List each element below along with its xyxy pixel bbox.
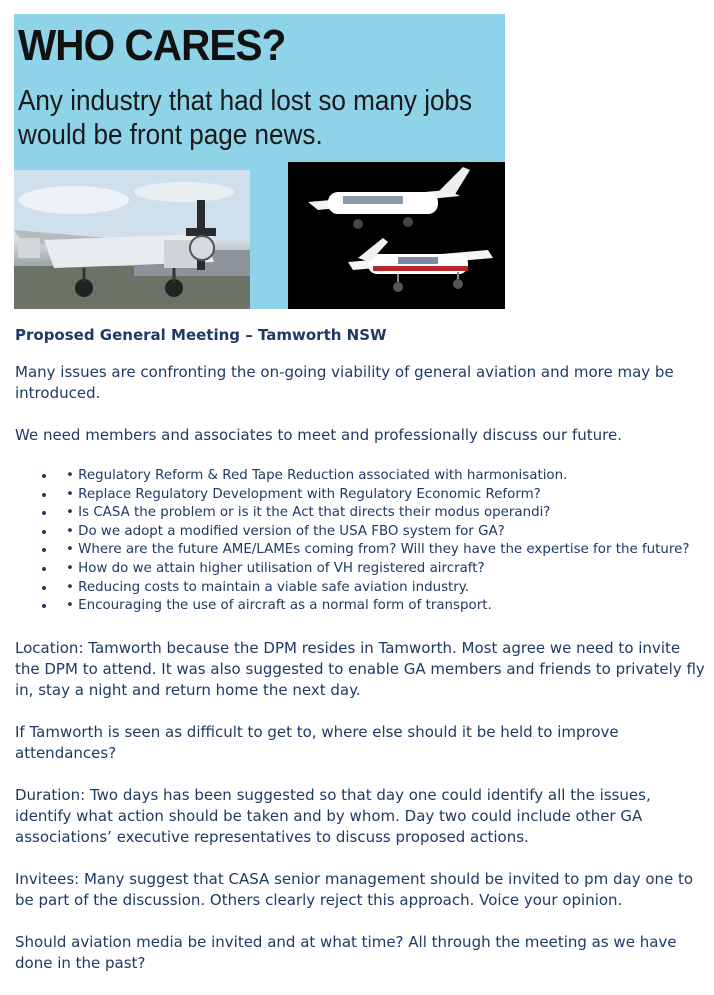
list-item: • • Reducing costs to maintain a viable safe aviation industry. (56, 579, 705, 598)
intro-paragraph: Many issues are confronting the on-going viability of general aviation and more may be introduced. (15, 363, 674, 402)
hero-subline: Any industry that had lost so many jobs would be front page news. (18, 85, 473, 151)
venue-question-paragraph: If Tamworth is seen as difficult to get to, where else should it be held to improve attendances? (15, 722, 619, 762)
vintage-aircraft-photo (14, 170, 250, 309)
list-item: • • How do we attain higher utilisation of VH registered aircraft? (56, 560, 705, 579)
media-paragraph: Should aviation media be invited and at what time? All through the meeting as we have done in the past? (15, 932, 677, 972)
list-item: • • Do we adopt a modified version of the USA FBO system for GA? (56, 523, 705, 542)
hero-headline: WHO CARES? (18, 21, 286, 70)
hero-banner (14, 14, 505, 309)
list-item: • • Replace Regulatory Development with Regulatory Economic Reform? (56, 486, 705, 505)
list-item: • • Where are the future AME/LAMEs coming from? Will they have the expertise for the future? (56, 541, 705, 560)
list-item: • • Is CASA the problem or is it the Act that directs their modus operandi? (56, 504, 705, 523)
invitees-paragraph: Invitees: Many suggest that CASA senior management should be invited to pm day one to be part of the discussion. Others clearly reject this approach. Voice your opinion. (15, 869, 694, 909)
issues-list (15, 467, 705, 616)
vintage-aircraft-illustration (14, 170, 250, 309)
twin-and-single-aircraft-illustration (288, 162, 505, 309)
article-body (15, 326, 705, 995)
duration-paragraph: Duration: Two days has been suggested so that day one could identify all the issues, identify what action should be taken and by whom. Day two could include other GA associations’ executive representatives to discuss proposed actions. (15, 785, 651, 846)
modern-aircraft-photo (288, 162, 505, 309)
list-item: • • Regulatory Reform & Red Tape Reduction associated with harmonisation. (56, 467, 705, 486)
list-item: • • Encouraging the use of aircraft as a normal form of transport. (56, 597, 705, 616)
location-paragraph: Location: Tamworth because the DPM resides in Tamworth. Most agree we need to invite the DPM to attend. It was also suggested to enable GA members and friends to privately fly in, stay a night and return home the next day. (15, 638, 705, 699)
article-heading: Proposed General Meeting – Tamworth NSW (15, 326, 387, 344)
call-to-meet-paragraph: We need members and associates to meet and professionally discuss our future. (15, 426, 622, 444)
